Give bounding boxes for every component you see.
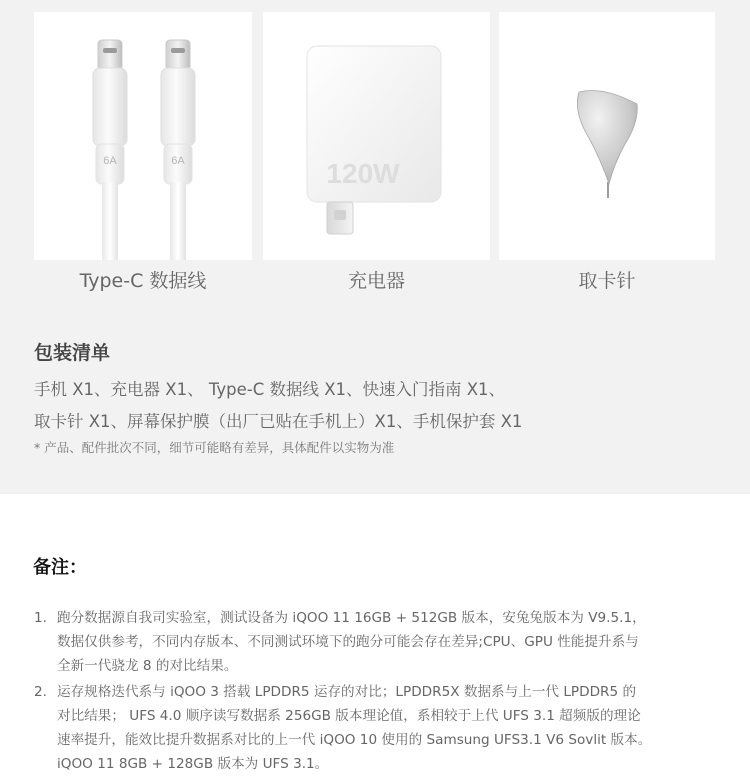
package-list-line-2: 取卡针 X1、屏幕保护膜（出厂已贴在手机上）X1、手机保护套 X1: [34, 412, 523, 431]
note-item: [34, 606, 724, 678]
note-item: [34, 680, 724, 776]
product-label-pin: 取卡针: [578, 270, 636, 292]
product-card-charger: [263, 12, 490, 260]
product-card-cable: [34, 12, 252, 260]
package-list-title: 包装清单: [34, 342, 111, 364]
cable-left-marking: 6A: [103, 155, 117, 167]
cable-right-marking: 6A: [171, 155, 185, 167]
product-label-cable: Type-C 数据线: [79, 270, 207, 292]
package-list-line-1: 手机 X1、充电器 X1、 Type-C 数据线 X1、快速入门指南 X1、: [34, 380, 506, 399]
product-label-charger: 充电器: [347, 270, 405, 292]
type-c-cable-icon: [34, 12, 252, 260]
sim-eject-pin-icon: [499, 12, 715, 260]
note-text: 跑分数据源自我司实验室，测试设备为 iQOO 11 16GB + 512GB 版本，安兔兔版本为 V9.5.1， 数据仅供参考，不同内存版本、不同测试环境下的跑分可能会存在差异;CPU、GPU 性能提升系与 全新一代骁龙 8 的对比结果。: [57, 610, 646, 674]
product-card-pin: [499, 12, 715, 260]
package-footnote: * 产品、配件批次不同，细节可能略有差异，具体配件以实物为准: [34, 440, 395, 455]
notes-title: 备注：: [33, 557, 87, 578]
note-text: 运存规格迭代系与 iQOO 3 搭载 LPDDR5 运存的对比；LPDDR5X 数据系与上一代 LPDDR5 的 对比结果； UFS 4.0 顺序读写数据系 256GB 版本理论值，系相较于上代 UFS 3.1 超频版的理论 速率提升，能效比提升数据系对比的上一代 iQOO 10 使用的 Samsung UFS3.1 V6 Sovlit 版本。 iQOO 11 8GB + 128GB 版本为 UFS 3.1。: [57, 684, 652, 772]
charger-icon: [263, 12, 490, 260]
charger-marking: 120W: [326, 158, 400, 189]
note-number: 2.: [34, 684, 47, 700]
note-number: 1.: [34, 610, 47, 626]
